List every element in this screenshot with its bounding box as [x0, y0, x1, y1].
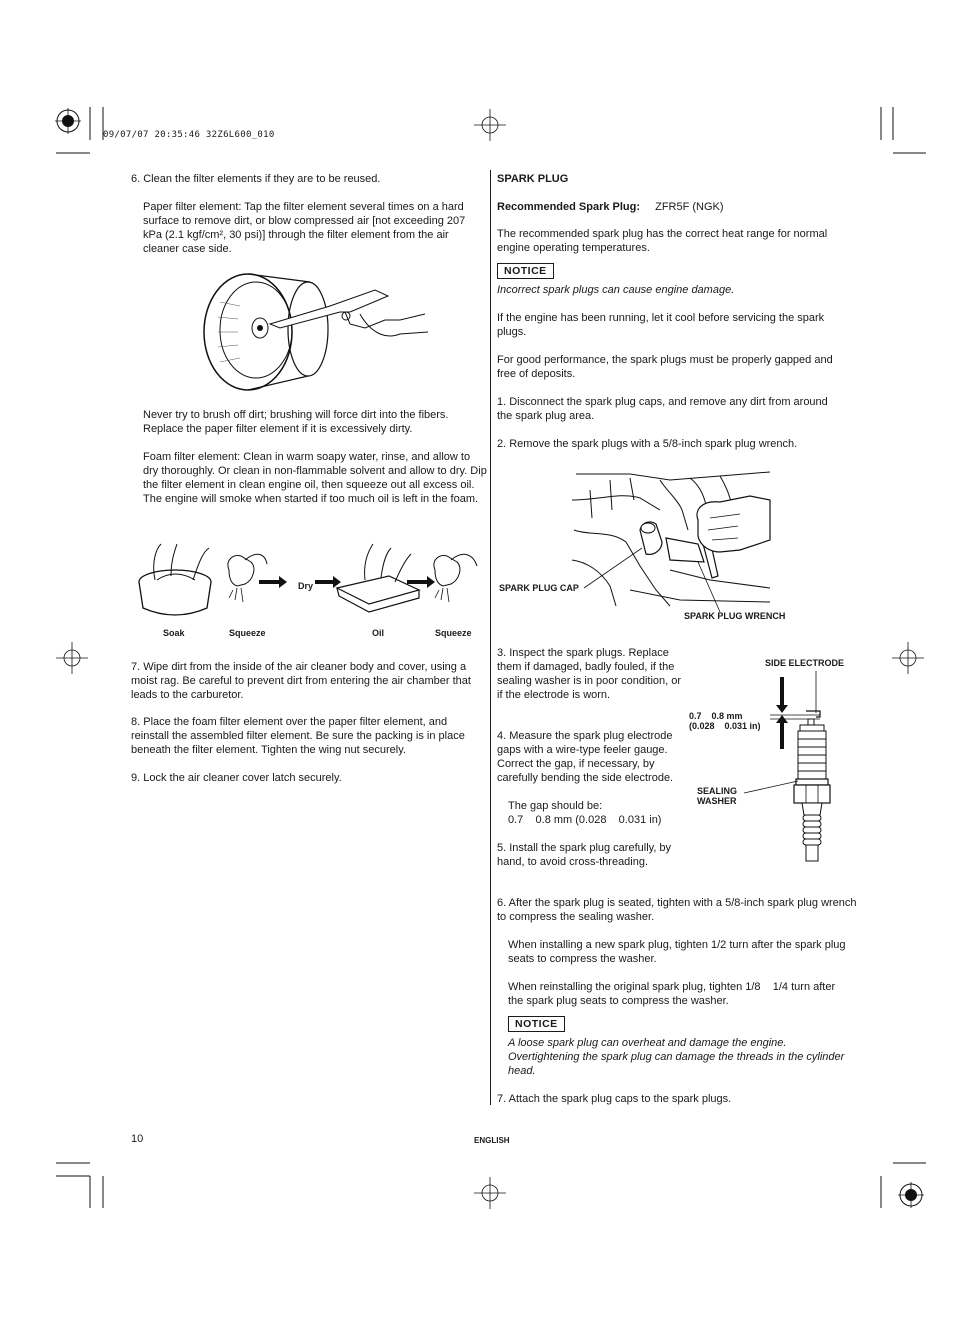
paper-filter-text: Paper filter element: Tap the filter element several times on a hard surface to remove dirt, or blow compressed air [not exceeding 207 kPa (2.1 kgf/cm², 30 psi)] through the filter element from the air cleaner case side. — [143, 201, 466, 255]
right-step4-gap-value: 0.7 0.8 mm (0.028 0.031 in) — [508, 814, 662, 826]
registration-target-icon — [55, 108, 81, 134]
right-step1: 1. Disconnect the spark plug caps, and remove any dirt from around the spark plug area. — [497, 396, 828, 422]
heat-range-text: The recommended spark plug has the correct heat range for normal engine operating temperatures. — [497, 228, 828, 254]
recommended-label: Recommended Spark Plug: — [497, 201, 641, 213]
label-squeeze-2: Squeeze — [435, 628, 472, 638]
language-label: ENGLISH — [474, 1136, 510, 1145]
left-step8: 8. Place the foam filter element over the paper filter element, and reinstall the assembled filter element. Be sure the packing is in place beneath the filter element. Tighten the wing nut securely. — [131, 716, 465, 756]
cool-before-text: If the engine has been running, let it cool before servicing the spark plugs. — [497, 312, 825, 338]
label-gap-in: (0.028 0.031 in) — [689, 721, 761, 731]
never-brush-text: Never try to brush off dirt; brushing will force dirt into the fibers. Replace the paper filter element if it is excessively dirty. — [143, 409, 449, 435]
registration-target-icon — [898, 1182, 924, 1208]
right-step6: 6. After the spark plug is seated, tighten with a 5/8-inch spark plug wrench to compress the sealing washer. — [497, 897, 857, 923]
notice-badge: NOTICE — [508, 1016, 565, 1032]
notice1-text: Incorrect spark plugs can cause engine damage. — [497, 284, 735, 296]
label-washer: WASHER — [697, 796, 737, 806]
left-step6-title: 6. Clean the filter elements if they are to be reused. — [131, 173, 381, 185]
left-step7: 7. Wipe dirt from the inside of the air cleaner body and cover, using a moist rag. Be careful to prevent dirt from entering the air chamber that leads to the carburetor. — [131, 661, 471, 701]
label-side-electrode: SIDE ELECTRODE — [765, 658, 845, 668]
recommended-plug — [497, 200, 724, 214]
label-squeeze-1: Squeeze — [229, 628, 266, 638]
right-step7: 7. Attach the spark plug caps to the spark plugs. — [497, 1093, 732, 1105]
label-spark-plug-cap: SPARK PLUG CAP — [499, 583, 579, 593]
right-step6-reinstall: When reinstalling the original spark plug, tighten 1/8 1/4 turn after the spark plug seats to compress the washer. — [508, 981, 839, 1007]
right-step4-gap-label: The gap should be: — [508, 800, 603, 812]
notice-badge: NOTICE — [497, 263, 554, 279]
right-step4: 4. Measure the spark plug electrode gaps with a wire-type feeler gauge. Correct the gap, if necessary, by carefully bending the side electrode. — [497, 730, 674, 784]
left-step9: 9. Lock the air cleaner cover latch securely. — [131, 772, 342, 784]
recommended-value: ZFR5F (NGK) — [655, 201, 724, 213]
label-sealing: SEALING — [697, 786, 738, 796]
label-spark-plug-wrench: SPARK PLUG WRENCH — [684, 611, 786, 621]
spark-plug-wrench-illustration — [570, 470, 780, 610]
label-oil: Oil — [372, 628, 385, 638]
label-soak: Soak — [163, 628, 185, 638]
good-performance-text: For good performance, the spark plugs must be properly gapped and free of deposits. — [497, 354, 833, 380]
label-dry: Dry — [298, 581, 314, 591]
right-step2: 2. Remove the spark plugs with a 5/8-inch spark plug wrench. — [497, 438, 798, 450]
foam-filter-text: Foam filter element: Clean in warm soapy water, rinse, and allow to dry thoroughly. Or clean in non-flammable solvent and allow to dry. Dip the filter element in clean engine oil, then squeeze out all excess oil. The engine will smoke when started if too much oil is left in the foam. — [143, 451, 487, 505]
column-divider — [490, 170, 491, 1105]
print-stamp: 09/07/07 20:35:46 32Z6L600_010 — [103, 130, 275, 140]
right-step5: 5. Install the spark plug carefully, by hand, to avoid cross-threading. — [497, 842, 672, 868]
paper-filter-illustration — [200, 272, 440, 402]
right-step6-new: When installing a new spark plug, tighten 1/2 turn after the spark plug seats to compress the washer. — [508, 939, 846, 965]
label-gap-mm: 0.7 0.8 mm — [689, 711, 743, 721]
right-step3: 3. Inspect the spark plugs. Replace them if damaged, badly fouled, if the sealing washer is in poor condition, or if the electrode is worn. — [497, 647, 682, 701]
page-number: 10 — [131, 1133, 144, 1145]
spark-plug-illustration — [740, 665, 900, 865]
section-title: SPARK PLUG — [497, 173, 569, 185]
notice2-text: A loose spark plug can overheat and damage the engine. Overtightening the spark plug can damage the threads in the cylinder head. — [508, 1037, 845, 1077]
